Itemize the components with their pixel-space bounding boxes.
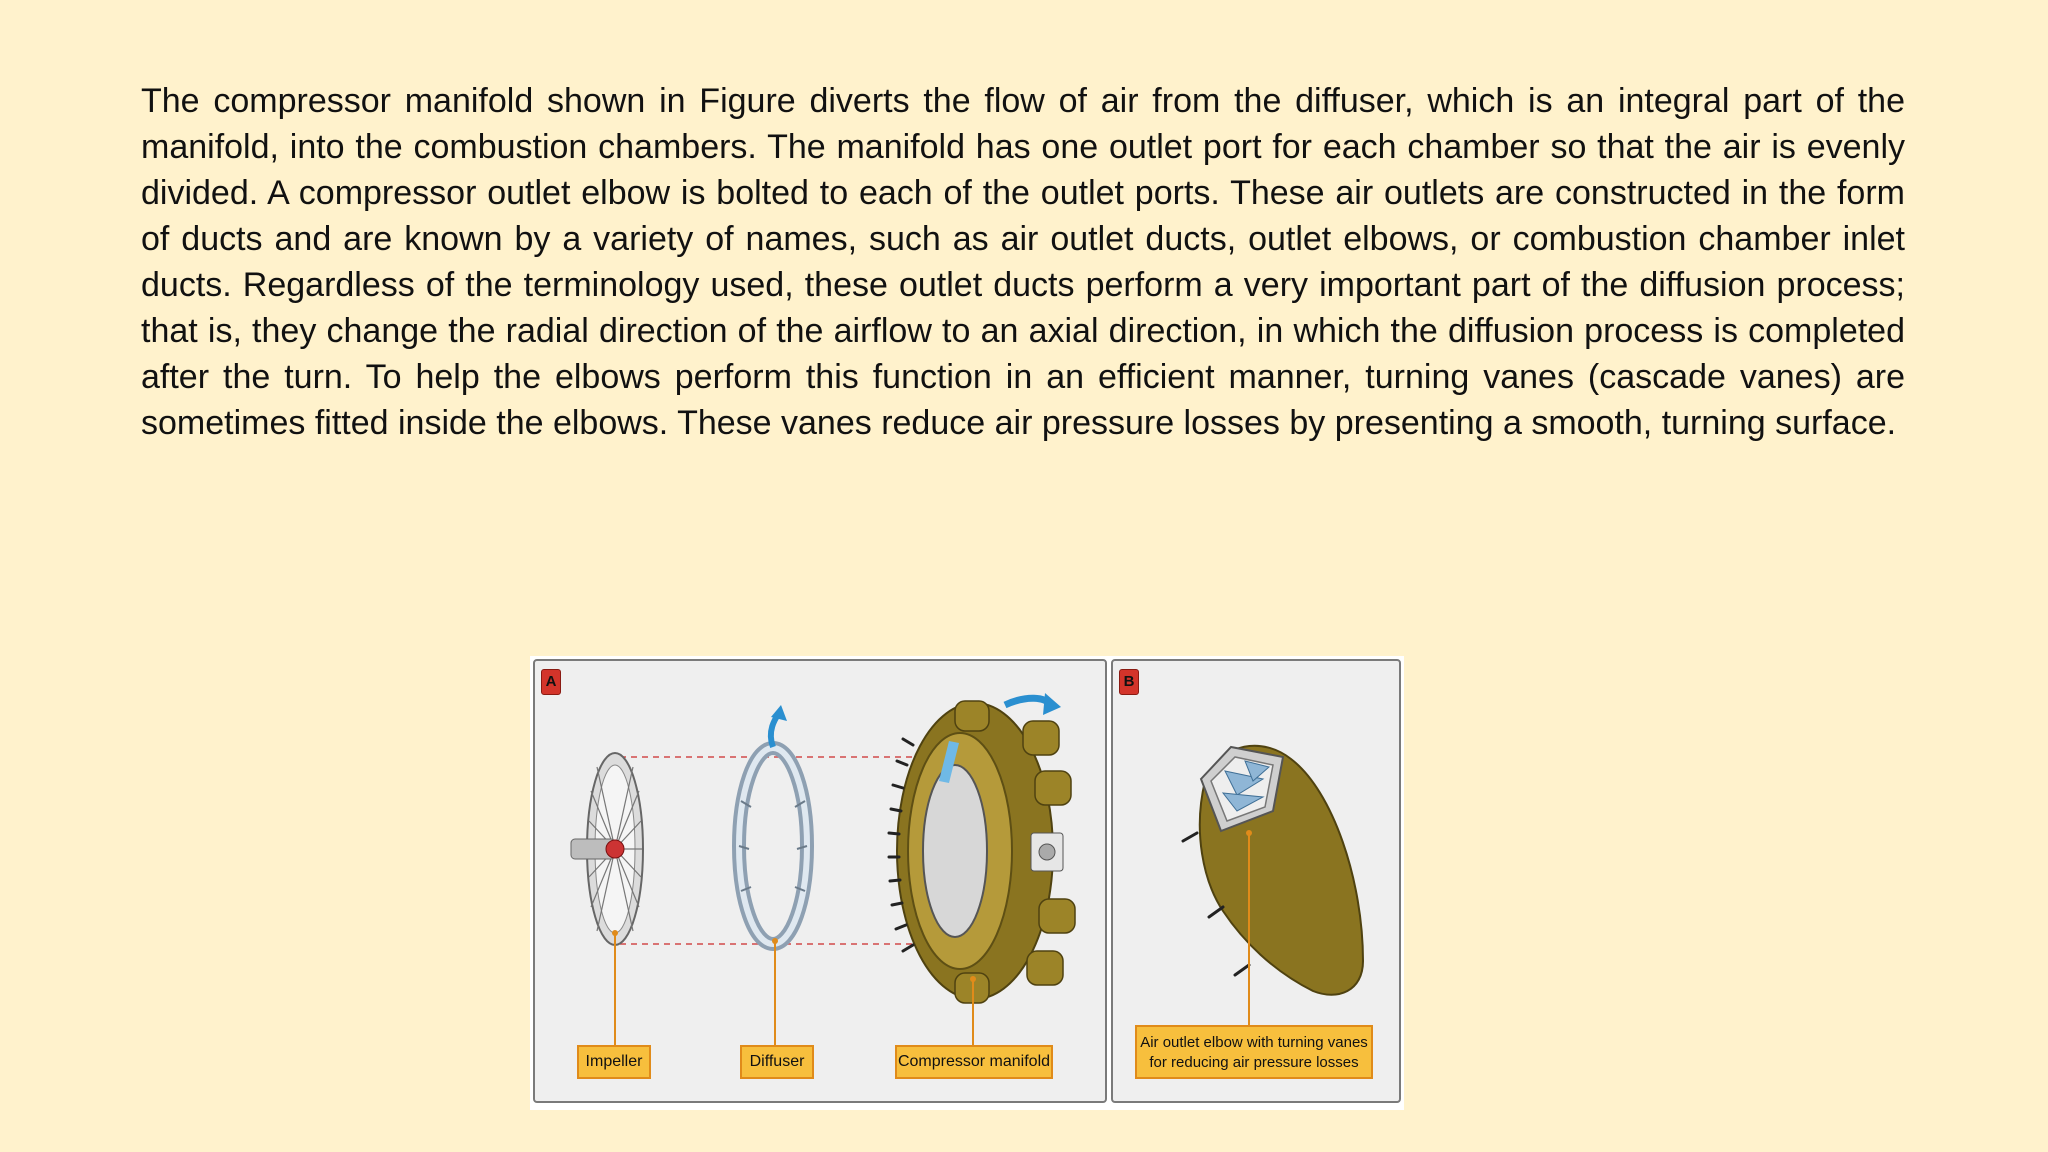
panel-a-illustration	[535, 661, 1109, 1105]
panel-tag-b: B	[1119, 669, 1139, 695]
compressor-manifold-label: Compressor manifold	[895, 1045, 1053, 1079]
impeller-label: Impeller	[577, 1045, 651, 1079]
figure-panel-b	[1111, 659, 1401, 1103]
outlet-elbow-label-line1: Air outlet elbow with turning vanes	[1140, 1034, 1368, 1051]
outlet-elbow-label	[1135, 1025, 1373, 1079]
figure	[530, 656, 1404, 1110]
diffuser-drawing	[739, 705, 807, 944]
body-paragraph: The compressor manifold shown in Figure diverts the flow of air from the diffuser, which is an integral part of the manifold, into the combustion chambers. The manifold has one outlet port for each chamber so that the air is evenly divided. A compressor outlet elbow is bolted to each of the outlet ports. These air outlets are constructed in the form of ducts and are known by a variety of names, such as air outlet ducts, outlet elbows, or combustion chamber inlet ducts. Regardless of the terminology used, these outlet ducts perform a very important part of the diffusion process; that is, they change the radial direction of the airflow to an axial direction, in which the diffusion process is completed after the turn. To help the elbows perform this function in an efficient manner, turning vanes (cascade vanes) are sometimes fitted inside the elbows. These vanes reduce air pressure losses by presenting a smooth, turning surface.	[141, 82, 1905, 442]
impeller-drawing	[571, 753, 643, 945]
outlet-elbow-label-line2: for reducing air pressure losses	[1149, 1054, 1359, 1071]
outlet-elbow-drawing	[1183, 746, 1363, 995]
manifold-drawing	[889, 693, 1075, 1003]
diffuser-label: Diffuser	[740, 1045, 814, 1079]
panel-tag-a: A	[541, 669, 561, 695]
figure-panel-a	[533, 659, 1107, 1103]
